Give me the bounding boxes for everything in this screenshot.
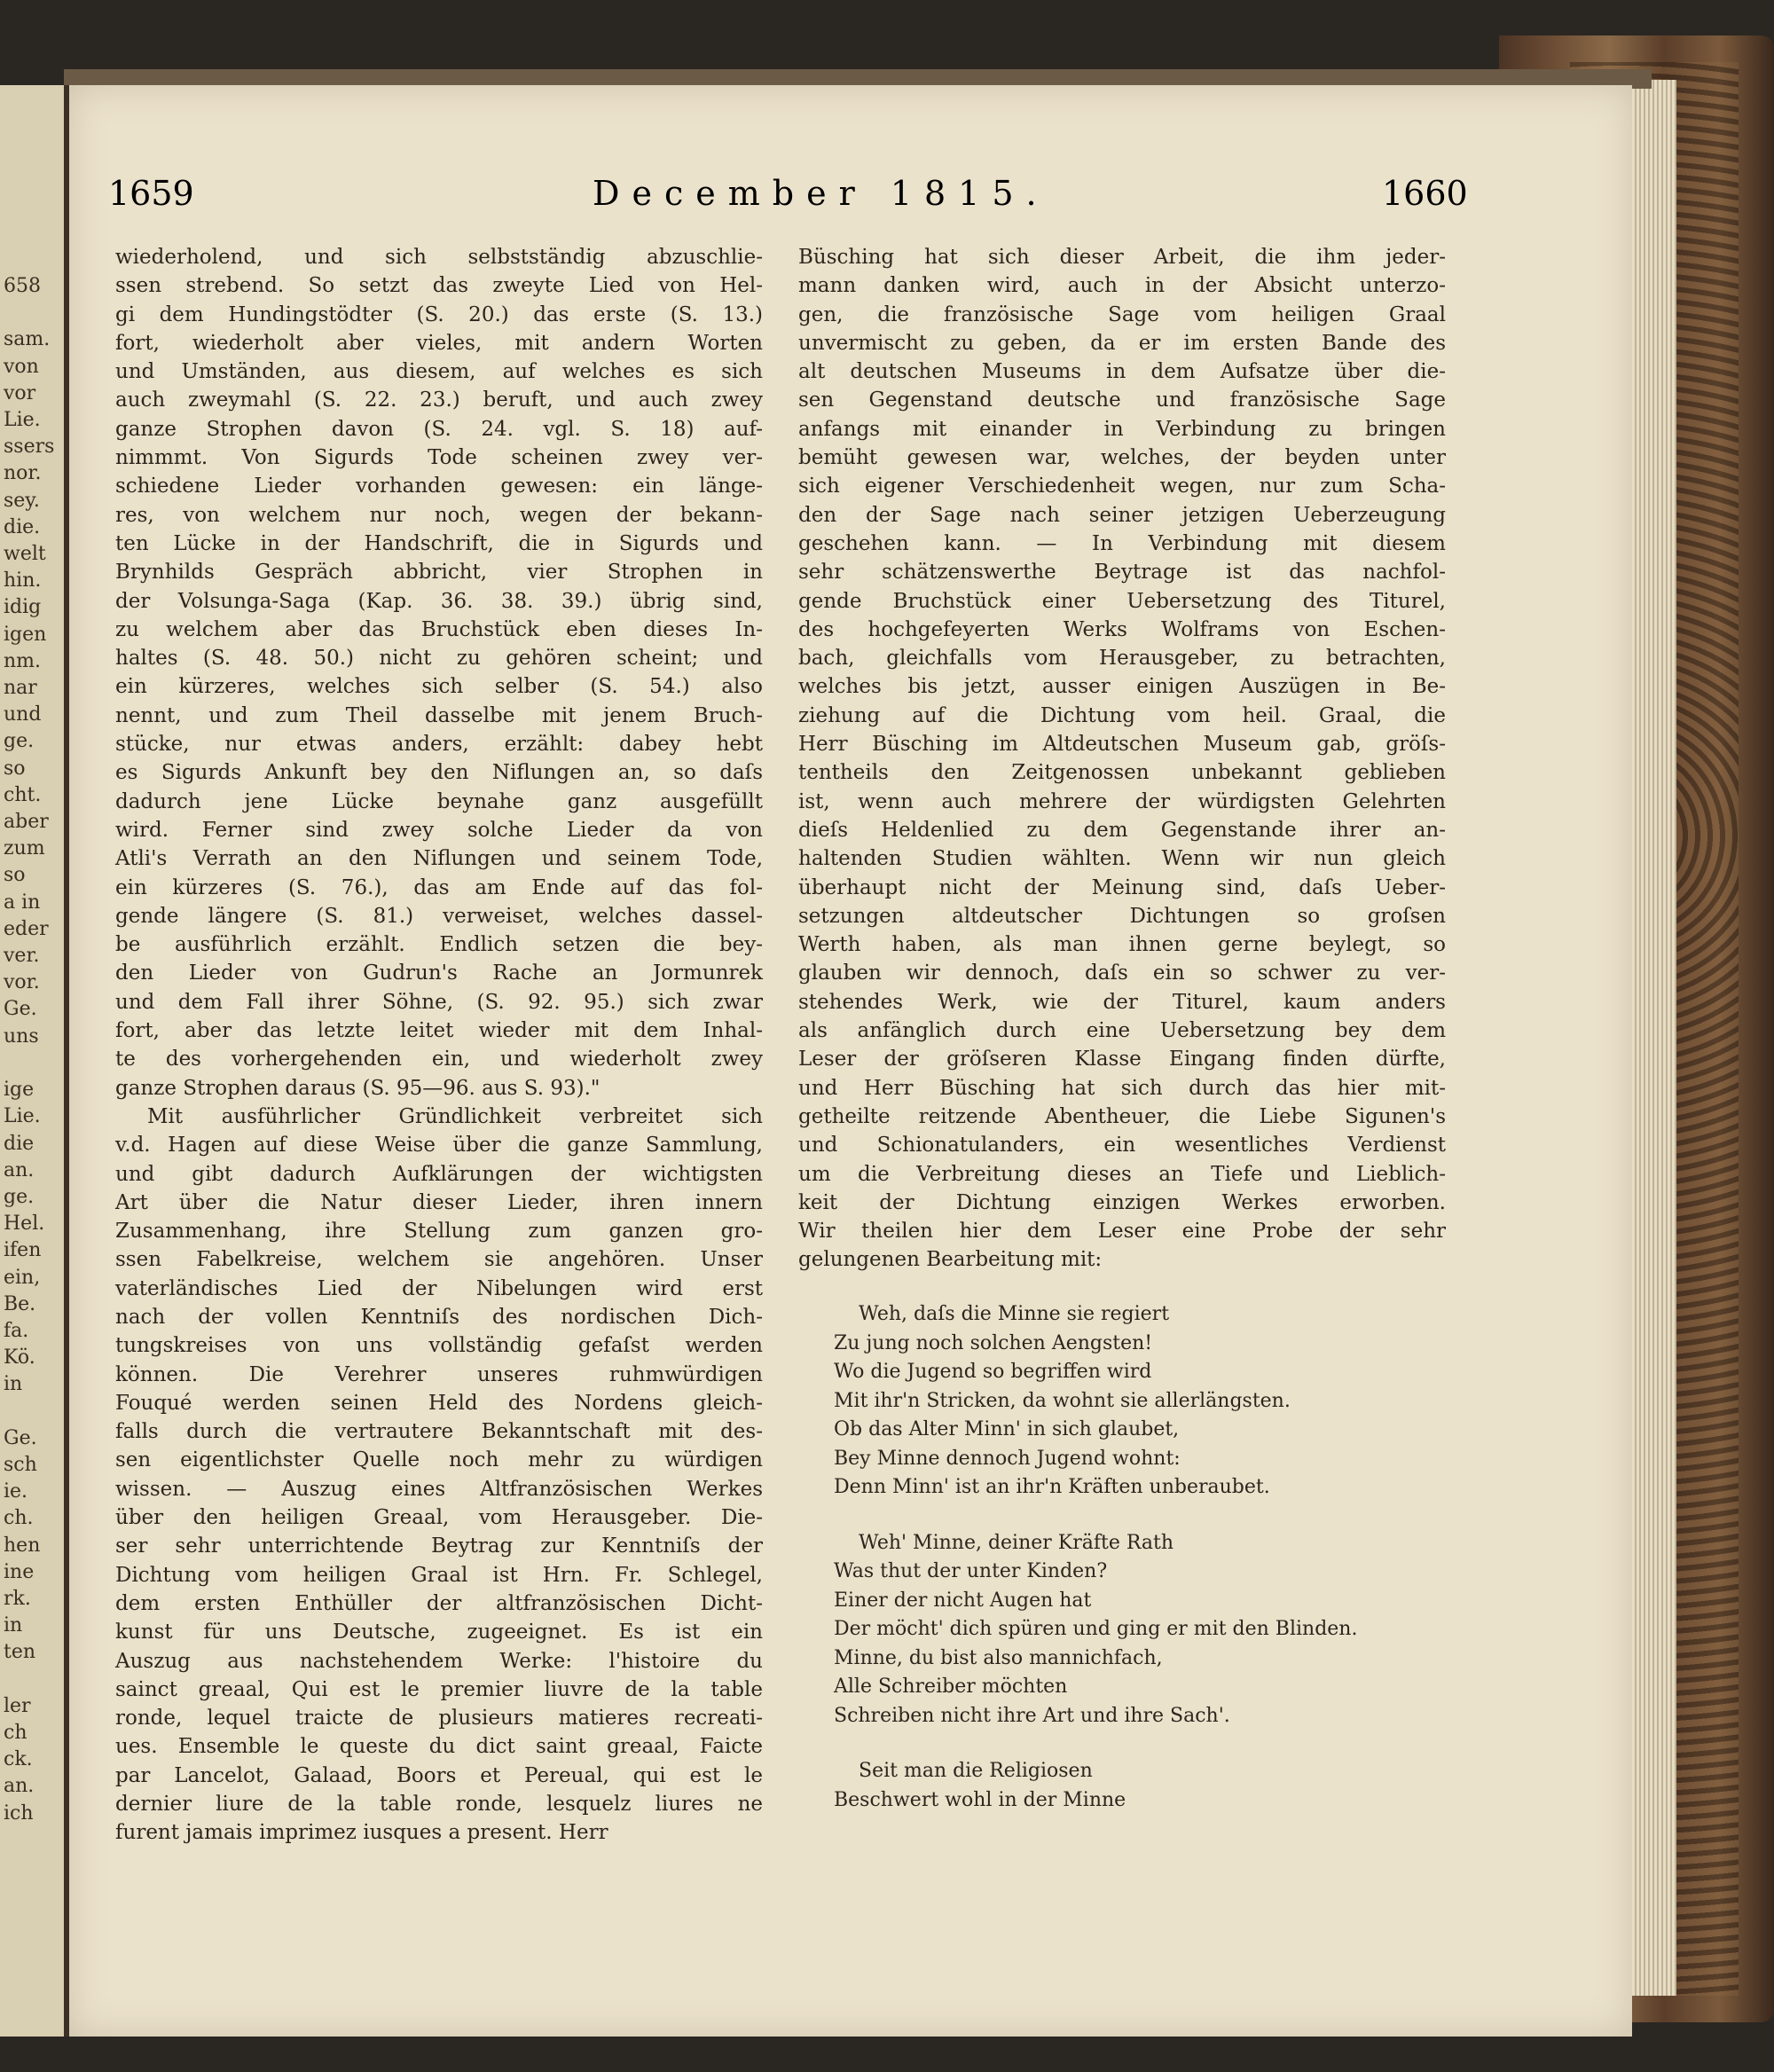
poem-line: Schreiben nicht ihre Art und ihre Sach'. [834,1704,1230,1727]
poem-line: Ob das Alter Minn' in sich glaubet, [834,1418,1180,1440]
text-line: bemüht gewesen war, welches, der beyden unter [798,446,1446,470]
text-line: dem ersten Enthüller der altfranzösischen Dicht- [115,1591,763,1615]
text-line: ist, wenn auch mehrere der würdigsten Gelehrten [798,789,1446,813]
text-line: Leser der gröſseren Klasse Eingang finden dürfte, [798,1048,1446,1071]
poem-line: Denn Minn' ist an ihr'n Kräften unberaubet. [834,1476,1270,1498]
text-line: Mit ausführlicher Gründlichkeit verbreitet sich [147,1104,763,1128]
text-line: keit der Dichtung einzigen Werkes erworben. [798,1190,1446,1214]
text-line: gen, die französische Sage vom heiligen Graal [798,302,1446,326]
text-line: ziehung auf die Dichtung vom heil. Graal, die [798,703,1446,727]
text-line: fort, wiederholt aber vieles, mit andern Worten [115,331,763,355]
poem-line: Zu jung noch solchen Aengsten! [834,1331,1153,1354]
poem-line: Minne, du bist also mannichfach, [834,1646,1163,1669]
text-line: stehendes Werk, wie der Titurel, kaum anders [798,990,1446,1014]
poem-line: Weh, daſs die Minne sie regiert [859,1303,1170,1325]
text-line: und Schionatulanders, ein wesentliches Verdienst [798,1134,1446,1158]
text-line: vaterländisches Lied der Nibelungen wird erst [115,1276,763,1300]
text-line: Zusammenhang, ihre Stellung zum ganzen gro- [115,1220,763,1244]
text-line: welches bis jetzt, ausser einigen Auszügen in Be- [798,675,1446,699]
text-line: setzungen altdeutscher Dichtungen so groſsen [798,904,1446,928]
text-line: sainct greaal, Qui est le premier liuvre de la table [115,1677,763,1701]
text-line: ronde, lequel traicte de plusieurs matieres recreati- [115,1707,763,1731]
text-line: Atli's Verrath an den Niflungen und seinem Tode, [115,847,763,871]
text-line: mann danken wird, auch in der Absicht unterzo- [798,274,1446,298]
text-line: par Lancelot, Galaad, Boors et Pereual, qui est le [115,1763,763,1787]
poem-line: Alle Schreiber möchten [834,1676,1068,1698]
text-line: um die Verbreitung dieses an Tiefe und Lieblich- [798,1162,1446,1186]
text-line: den der Sage nach seiner jetzigen Ueberzeugung [798,503,1446,527]
text-line: Art über die Natur dieser Lieder, ihren innern [115,1190,763,1214]
text-line: ser sehr unterrichtende Beytrag zur Kenntniſs der [115,1534,763,1558]
text-line: falls durch die vertrautere Bekanntschaft mit des- [115,1420,763,1444]
text-line: Dichtung vom heiligen Graal ist Hrn. Fr. Schlegel, [115,1563,763,1587]
text-line: wissen. — Auszug eines Altfranzösischen Werkes [115,1477,763,1501]
text-line: sen Gegenstand deutsche und französische Sage [798,388,1446,412]
text-line: Auszug aus nachstehendem Werke: l'histoire du [115,1649,763,1673]
text-line: ein kürzeres (S. 76.), das am Ende auf das fol- [115,875,763,899]
text-line: ein kürzeres, welches sich selber (S. 54.) also [115,675,763,699]
text-line: sehr schätzenswerthe Beytrage ist das nachfol- [798,561,1446,585]
text-line: können. Die Verehrer unseres ruhmwürdigen [115,1362,763,1386]
poem-line: Wo die Jugend so begriffen wird [834,1361,1152,1383]
text-line: tentheils den Zeitgenossen unbekannt geblieben [798,761,1446,785]
poem-excerpt [834,1300,1384,1815]
text-line: nimmmt. Von Sigurds Tode scheinen zwey ver- [115,446,763,470]
text-line: der Volsunga-Saga (Kap. 36. 38. 39.) übrig sind, [115,589,763,613]
text-line: wiederholend, und sich selbstständig abzuschlie- [115,246,763,269]
text-line: ten Lücke in der Handschrift, die in Sigurds und [115,531,763,555]
text-line: sich eigener Verschiedenheit wegen, nur zum Scha- [798,475,1446,498]
text-line: ganze Strophen daraus (S. 95—96. aus S. 93)." [115,1076,600,1100]
text-line: des hochgefeyerten Werks Wolframs von Eschen- [798,617,1446,641]
text-line: furent jamais imprimez iusques a present. Herr [115,1821,608,1845]
text-line: gende längere (S. 81.) verweiset, welches dassel- [115,904,763,928]
poem-line: Mit ihr'n Stricken, da wohnt sie allerlängsten. [834,1389,1291,1412]
stanza-gap [834,1503,1384,1529]
text-line: Werth haben, als man ihnen gerne beylegt, so [798,933,1446,957]
text-line: gelungenen Bearbeitung mit: [798,1248,1103,1272]
left-text-column [115,243,763,1848]
text-line: haltenden Studien wählten. Wenn wir nun gleich [798,847,1446,871]
text-line: dadurch jene Lücke beynahe ganz ausgefüllt [115,789,763,813]
text-line: unvermischt zu geben, da er im ersten Bande des [798,331,1446,355]
text-line: über den heiligen Greaal, vom Herausgeber. Die- [115,1506,763,1530]
page-number-right: 1660 [1382,174,1468,213]
text-line: ues. Ensemble le queste du dict saint greaal, Faicte [115,1735,763,1759]
text-line: zu welchem aber das Bruchstück eben dieses In- [115,617,763,641]
text-line: te des vorhergehenden ein, und wiederholt zwey [115,1048,763,1071]
text-line: es Sigurds Ankunft bey den Niflungen an, so daſs [115,761,763,785]
right-text-column [798,243,1446,1275]
text-line: den Lieder von Gudrun's Rache an Jormunrek [115,961,763,985]
text-line: tungskreises von uns vollständig gefaſst werden [115,1334,763,1358]
poem-line: Einer der nicht Augen hat [834,1589,1092,1612]
text-line: nach der vollen Kenntniſs des nordischen Dich- [115,1305,763,1329]
poem-line: Beschwert wohl in der Minne [834,1788,1126,1811]
text-line: v.d. Hagen auf diese Weise über die ganze Sammlung, [115,1134,763,1158]
text-line: auch zweymahl (S. 22. 23.) beruft, und auch zwey [115,388,763,412]
poem-line: Seit man die Religiosen [859,1760,1093,1782]
text-line: kunst für uns Deutsche, zugeeignet. Es ist ein [115,1621,763,1644]
text-line: getheilte reitzende Abentheuer, die Liebe Sigunen's [798,1104,1446,1128]
text-line: nennt, und zum Theil dasselbe mit jenem Bruch- [115,703,763,727]
page-number-left: 1659 [108,174,194,213]
text-line: und Herr Büsching hat sich durch das hier mit- [798,1076,1446,1100]
text-line: be ausführlich erzählt. Endlich setzen die bey- [115,933,763,957]
text-line: anfangs mit einander in Verbindung zu bringen [798,417,1446,441]
text-line: und dem Fall ihrer Söhne, (S. 92. 95.) sich zwar [115,990,763,1014]
text-line: dieſs Heldenlied zu dem Gegenstande ihrer an- [798,818,1446,842]
running-header-title: December 1815. [593,174,1049,213]
text-line: überhaupt nicht der Meinung sind, daſs Ueber- [798,875,1446,899]
left-page-margin-text: 658 sam. von vor Lie. ssers nor. sey. die. welt hin. idig igen nm. nar und ge. so cht. aber zum so a in eder ver. vor. Ge. uns ige Lie. die an. ge. Hel. ifen ein, Be. fa. Kö. in Ge. sch ie. ch. hen ine rk. in ten ler ch ck. an. ich [4,275,55,1825]
poem-line: Bey Minne dennoch Jugend wohnt: [834,1447,1181,1470]
right-page [69,85,1632,2037]
text-line: Brynhilds Gespräch abbricht, vier Strophen in [115,561,763,585]
text-line: und gibt dadurch Aufklärungen der wichtigsten [115,1162,763,1186]
text-line: und Umständen, aus diesem, auf welches es sich [115,360,763,384]
text-line: gi dem Hundingstödter (S. 20.) das erste (S. 13.) [115,302,763,326]
poem-line: Was thut der unter Kinden? [834,1560,1108,1582]
text-line: Wir theilen hier dem Leser eine Probe der sehr [798,1220,1446,1244]
poem-line: Weh' Minne, deiner Kräfte Rath [859,1531,1174,1554]
text-line: geschehen kann. — In Verbindung mit diesem [798,531,1446,555]
text-line: bach, gleichfalls vom Herausgeber, zu betrachten, [798,647,1446,671]
text-line: schiedene Lieder vorhanden gewesen: ein länge- [115,475,763,498]
text-line: Fouqué werden seinen Held des Nordens gleich- [115,1391,763,1415]
text-line: alt deutschen Museums in dem Aufsatze über die- [798,360,1446,384]
stanza-gap [834,1731,1384,1757]
text-line: glauben wir dennoch, daſs ein so schwer zu ver- [798,961,1446,985]
text-line: haltes (S. 48. 50.) nicht zu gehören scheint; und [115,647,763,671]
text-line: sen eigentlichster Quelle noch mehr zu würdigen [115,1448,763,1472]
text-line: wird. Ferner sind zwey solche Lieder da von [115,818,763,842]
text-line: ssen strebend. So setzt das zweyte Lied von Hel- [115,274,763,298]
text-line: res, von welchem nur noch, wegen der bekann- [115,503,763,527]
poem-line: Der möcht' dich spüren und ging er mit den Blinden. [834,1618,1358,1640]
text-line: dernier liure de la table ronde, lesquelz liures ne [115,1793,763,1817]
text-line: Büsching hat sich dieser Arbeit, die ihm jeder- [798,246,1446,269]
text-line: ssen Fabelkreise, welchem sie angehören. Unser [115,1248,763,1272]
text-line: Herr Büsching im Altdeutschen Museum gab, gröſs- [798,733,1446,757]
text-line: ganze Strophen davon (S. 24. vgl. S. 18) auf- [115,417,763,441]
left-facing-page [0,85,67,2037]
text-line: fort, aber das letzte leitet wieder mit dem Inhal- [115,1019,763,1043]
text-line: als anfänglich durch eine Uebersetzung bey dem [798,1019,1446,1043]
text-line: stücke, nur etwas anders, erzählt: dabey hebt [115,733,763,757]
text-line: gende Bruchstück einer Uebersetzung des Titurel, [798,589,1446,613]
